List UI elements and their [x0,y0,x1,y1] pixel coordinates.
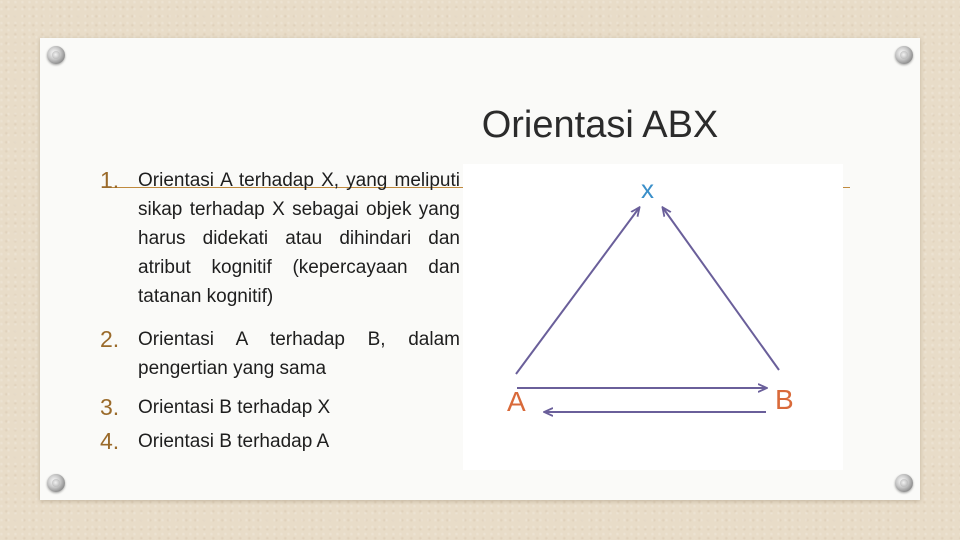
x-label: x [641,174,654,204]
a-label: A [507,386,526,417]
abx-triangle-svg [463,164,843,470]
arrow-a-to-x [516,208,639,374]
pin-bottom-right-icon [895,474,913,492]
x-node [641,174,654,204]
list-text: Orientasi B terhadap A [138,431,330,452]
pin-top-left-icon [47,46,65,64]
list-text: Orientasi B terhadap X [138,397,331,418]
orientation-list [100,166,460,456]
list-item [100,427,460,456]
list-item [100,325,460,383]
b-label: B [775,384,794,415]
list-number: 2. [100,326,120,352]
abx-diagram [463,164,843,470]
pin-bottom-left-icon [47,474,65,492]
list-item [100,166,460,311]
list-number: 3. [100,394,120,420]
list-number: 4. [100,428,120,454]
slide-title: Orientasi ABX [481,104,719,146]
arrow-b-to-x [663,208,779,370]
pin-top-right-icon [895,46,913,64]
list-text: Orientasi A terhadap X, yang meliputi sikap terhadap X sebagai objek yang harus didekati atau dihindari dan atribut kognitif (kepercayaan dan tatanan kognitif) [138,170,460,307]
list-number: 1. [100,167,120,193]
list-text: Orientasi A terhadap B, dalam pengertian yang sama [138,329,460,379]
list-item [100,393,460,422]
